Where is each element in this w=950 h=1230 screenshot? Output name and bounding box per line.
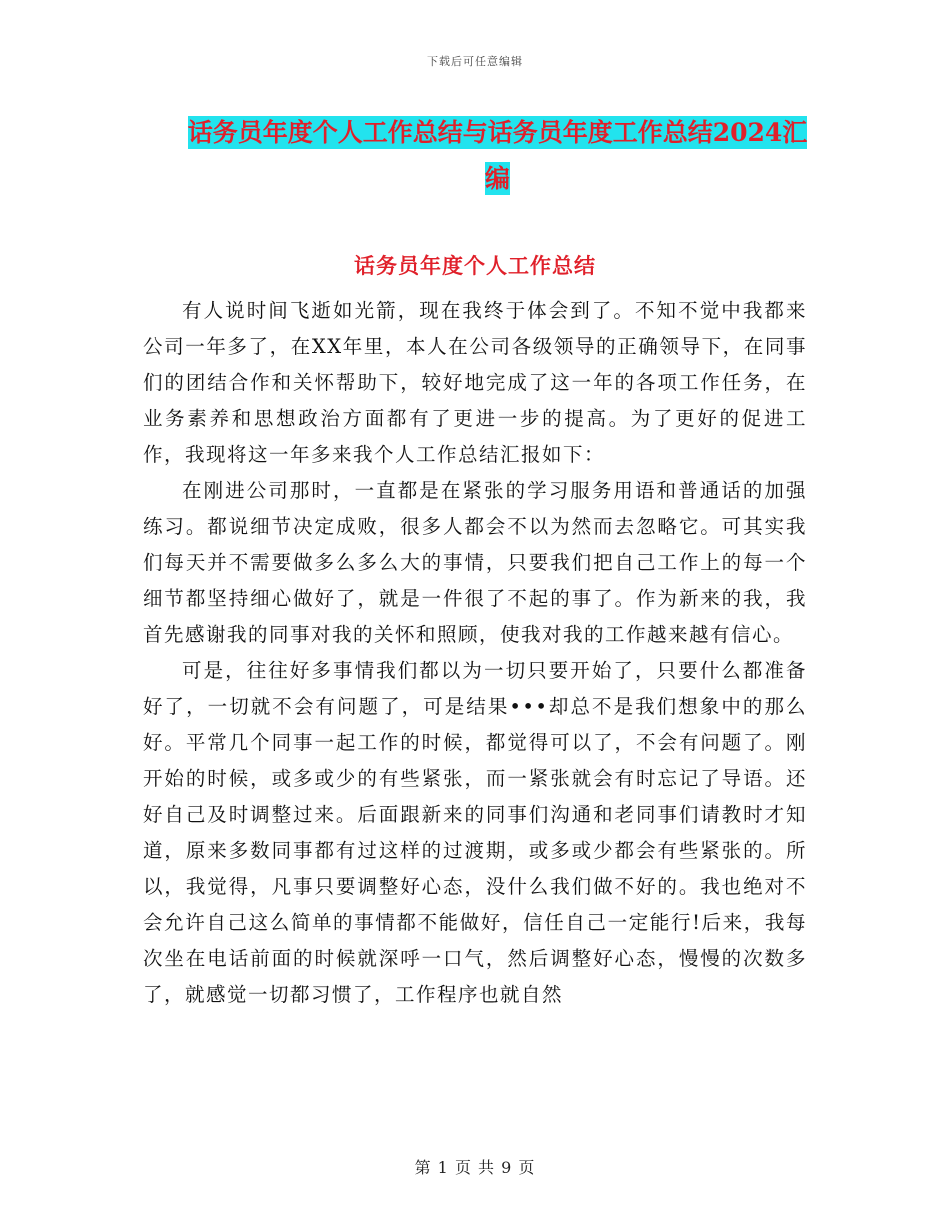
- paragraph: 在刚进公司那时，一直都是在紧张的学习服务用语和普通话的加强练习。都说细节决定成败，很多人都会不以为然而去忽略它。可其实我们每天并不需要做多么多么大的事情，只要我们把自己工作上的每一个细节都坚持细心做好了，就是一件很了不起的事了。作为新来的我，我首先感谢我的同事对我的关怀和照顾，使我对我的工作越来越有信心。: [143, 479, 807, 646]
- page-number: 第 1 页 共 9 页: [414, 1158, 536, 1177]
- header-note: 下载后可任意编辑: [427, 55, 523, 68]
- document-title-text: 话务员年度个人工作总结与话务员年度工作总结2024汇编: [187, 118, 808, 193]
- document-title: [185, 110, 810, 202]
- document-body: [143, 293, 807, 1013]
- paragraph: 可是，往往好多事情我们都以为一切只要开始了，只要什么都准备好了，一切就不会有问题了，可是结果•••却总不是我们想象中的那么好。平常几个同事一起工作的时候，都觉得可以了，不会有问题了。刚开始的时候，或多或少的有些紧张，而一紧张就会有时忘记了导语。还好自己及时调整过来。后面跟新来的同事们沟通和老同事们请教时才知道，原来多数同事都有过这样的过渡期，或多或少都会有些紧张的。所以，我觉得，凡事只要调整好心态，没什么我们做不好的。我也绝对不会允许自己这么简单的事情都不能做好，信任自己一定能行!后来，我每次坐在电话前面的时候就深呼一口气，然后调整好心态，慢慢的次数多了，就感觉一切都习惯了，工作程序也就自然: [143, 659, 807, 1006]
- section-title: 话务员年度个人工作总结: [354, 253, 596, 278]
- paragraph: 有人说时间飞逝如光箭，现在我终于体会到了。不知不觉中我都来公司一年多了，在XX年里，本人在公司各级领导的正确领导下，在同事们的团结合作和关怀帮助下，较好地完成了这一年的各项工作任务，在业务素养和思想政治方面都有了更进一步的提高。为了更好的促进工作，我现将这一年多来我个人工作总结汇报如下：: [143, 299, 807, 466]
